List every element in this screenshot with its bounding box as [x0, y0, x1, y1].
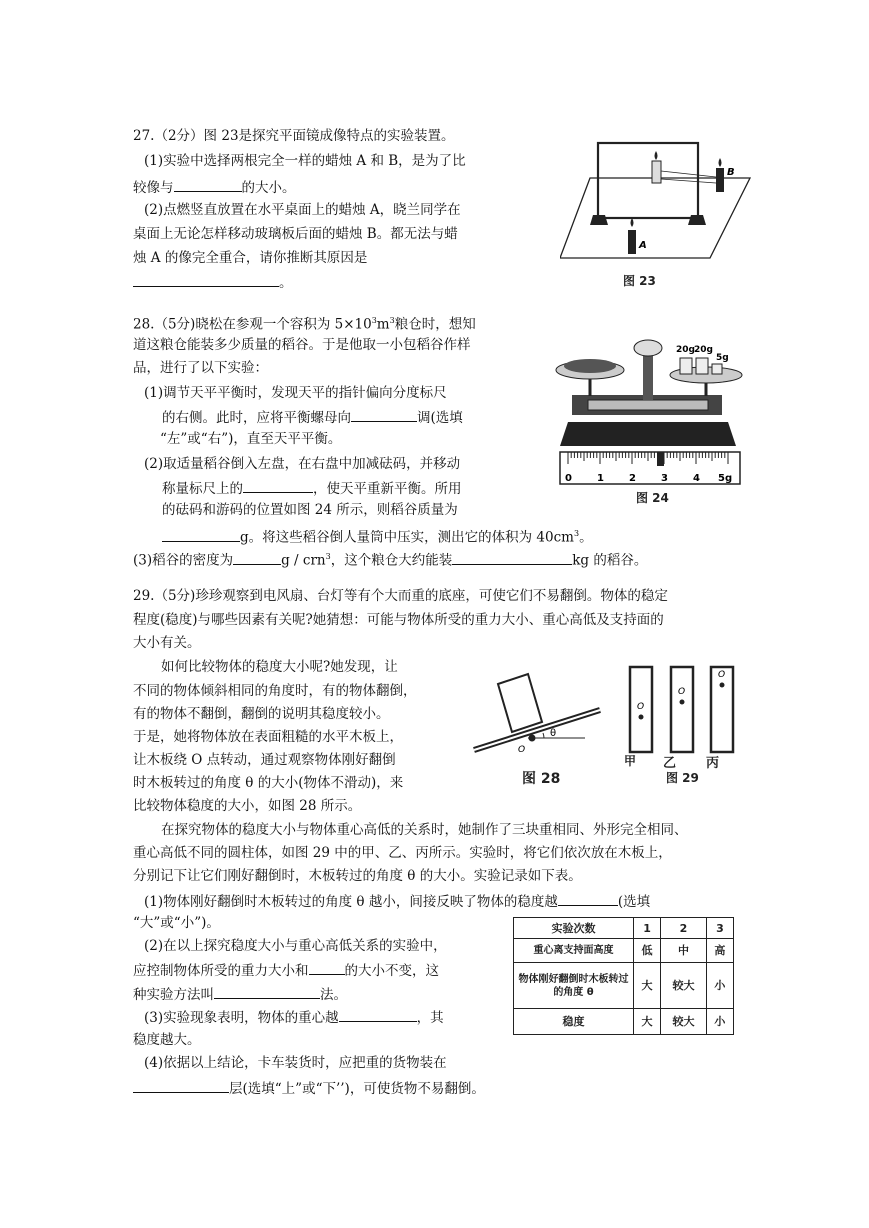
q28-line1: 28.（5分)晓松在参观一个容积为 $5\times 10^3m^3$粮仓时，想知 — [133, 316, 476, 333]
q27-line5: 桌面上无论怎样移动玻璃板后面的蜡烛 B。都无法与蜡 — [133, 226, 458, 242]
q29-line13: 分别记下让它们刚好翻倒时，木板转过的角度 θ 的大小。实验记录如下表。 — [133, 868, 582, 884]
q29-line10: 比较物体稳度的大小，如图 28 所示。 — [133, 798, 362, 814]
answer-blank[interactable] — [233, 550, 281, 565]
figure-23-caption: 图 23 — [623, 274, 656, 288]
q29-line12: 重心高低不同的圆柱体，如图 29 中的甲、乙、丙所示。实验时，将它们依次放在木板上， — [133, 845, 672, 861]
q29-line11: 在探究物体的稳度大小与物体重心高低的关系时，她制作了三块重相同、外形完全相同、 — [161, 822, 688, 838]
q28-line6: “左”或“右”)，直至天平平衡。 — [160, 431, 342, 447]
answer-blank[interactable] — [133, 1078, 229, 1093]
label-candle-b: B — [727, 167, 735, 178]
answer-blank[interactable] — [174, 177, 242, 192]
figure-28-tilted-board — [470, 670, 610, 760]
q29-line3: 大小有关。 — [133, 635, 201, 651]
scale-label: 2 — [629, 473, 636, 484]
weight-label: 20g — [676, 345, 695, 355]
q29-line20: 稳度越大。 — [133, 1032, 201, 1048]
table-cell: 低 — [634, 939, 661, 962]
q28-line10: g。将这些稻谷倒人量筒中压实，测出它的体积为 $40cm^3$。 — [162, 525, 593, 547]
q29-line7: 于是，她将物体放在表面粗糙的水平木板上， — [133, 729, 403, 745]
theta-label: θ — [550, 728, 557, 739]
weight-label: 5g — [716, 353, 729, 363]
answer-blank[interactable] — [351, 407, 417, 422]
q29-line6: 有的物体不翻倒，翻倒的说明其稳度较小。 — [133, 706, 390, 722]
answer-blank[interactable] — [133, 272, 279, 287]
q29-line8: 让木板绕 O 点转动，通过观察物体刚好翻倒 — [133, 752, 396, 768]
table-cell: 大 — [634, 1009, 661, 1035]
answer-blank[interactable] — [558, 891, 618, 906]
answer-blank[interactable] — [243, 478, 313, 493]
experiment-table — [513, 917, 734, 1035]
table-cell: 高 — [706, 939, 733, 962]
q29-line4: 如何比较物体的稳度大小呢?她发现，让 — [161, 659, 398, 675]
label-candle-a: A — [639, 240, 647, 251]
q28-line5: 的右侧。此时，应将平衡螺母向 调(选填 — [162, 407, 463, 427]
cg-label: O — [718, 670, 726, 680]
cg-label: O — [678, 687, 686, 697]
answer-blank[interactable] — [309, 960, 345, 975]
figure-29-caption: 图 29 — [666, 771, 699, 785]
table-row — [514, 1009, 734, 1035]
q29-line17: 应控制物体所受的重力大小和 的大小不变，这 — [133, 960, 439, 980]
table-cell: 中 — [661, 939, 707, 962]
figure-23-mirror-setup — [560, 133, 760, 293]
scale-label: 5g — [718, 473, 733, 484]
figure-29-cylinders — [625, 662, 740, 754]
q29-line9: 时木板转过的角度 θ 的大小(物体不滑动)，来 — [133, 775, 404, 791]
q27-line1: 27.（2分）图 23是探究平面镜成像特点的实验装置。 — [133, 128, 455, 144]
table-cell: 较大 — [661, 1009, 707, 1035]
table-cell: 实验次数 — [514, 918, 634, 939]
q28-line4: (1)调节天平平衡时，发现天平的指针偏向分度标尺 — [144, 385, 447, 401]
q27-line3: 较像与 的大小。 — [133, 177, 296, 197]
q29-line21: (4)依据以上结论，卡车装货时，应把重的货物装在 — [144, 1055, 447, 1071]
answer-blank[interactable] — [162, 527, 240, 542]
q28-line8: 称量标尺上的 ，使天平重新平衡。所用 — [162, 478, 462, 498]
table-cell: 3 — [706, 918, 733, 939]
figure-28-caption: 图 28 — [522, 771, 561, 787]
q29-line19: (3)实验现象表明，物体的重心越 ，其 — [144, 1007, 444, 1027]
q29-line22: 层(选填“上”或“下’’)，可使货物不易翻倒。 — [133, 1078, 485, 1098]
answer-blank[interactable] — [214, 984, 320, 999]
table-cell: 大 — [634, 962, 661, 1009]
scale-label: 3 — [661, 473, 668, 484]
scale-label: 0 — [565, 473, 572, 484]
cylinder-label-yi: 乙 — [663, 756, 677, 771]
table-row — [514, 918, 734, 939]
cg-label: O — [637, 702, 645, 712]
scale-label: 4 — [693, 473, 700, 484]
cylinder-label-jia: 甲 — [624, 754, 637, 768]
q28-line11: (3)稻谷的密度为 g / crn$^3$，这个粮仓大约能装 kg 的稻谷。 — [133, 548, 647, 570]
table-cell: 小 — [706, 962, 733, 1009]
q29-line5: 不同的物体倾斜相同的角度时，有的物体翻倒， — [133, 683, 417, 699]
q29-line16: (2)在以上探究稳度大小与重心高低关系的实验中， — [144, 938, 447, 954]
table-cell: 1 — [634, 918, 661, 939]
table-cell: 小 — [706, 1009, 733, 1035]
figure-24-caption: 图 24 — [636, 491, 669, 505]
pivot-label: O — [518, 745, 526, 755]
answer-blank[interactable] — [452, 550, 572, 565]
table-row — [514, 939, 734, 962]
q29-line2: 程度(稳度)与哪些因素有关呢?她猜想：可能与物体所受的重力大小、重心高低及支持面的 — [133, 612, 664, 628]
table-cell: 重心离支持面高度 — [514, 939, 634, 962]
q28-line3: 品，进行了以下实验： — [133, 360, 268, 376]
q29-line1: 29.（5分)珍珍观察到电风扇、台灯等有个大而重的底座，可使它们不易翻倒。物体的稳定 — [133, 588, 668, 604]
scale-label: 1 — [597, 473, 604, 484]
table-cell: 稳度 — [514, 1009, 634, 1035]
q27-line4: (2)点燃竖直放置在水平桌面上的蜡烛 A，晓兰同学在 — [144, 202, 461, 218]
table-cell: 较大 — [661, 962, 707, 1009]
q29-line18: 种实验方法叫 法。 — [133, 984, 347, 1004]
q27-line2: (1)实验中选择两根完全一样的蜡烛 A 和 B，是为了比 — [144, 153, 466, 169]
cylinder-label-bing: 丙 — [706, 756, 720, 771]
q28-line2: 道这粮仓能装多少质量的稻谷。于是他取一小包稻谷作样 — [133, 337, 471, 353]
q28-line7: (2)取适量稻谷倒入左盘，在右盘中加减砝码，并移动 — [144, 456, 461, 472]
table-row — [514, 962, 734, 1009]
figure-24-balance — [548, 330, 753, 490]
table-cell: 物体刚好翻倒时木板转过的角度 θ — [514, 962, 634, 1009]
weight-label: 20g — [694, 345, 713, 355]
q29-line15: “大”或“小”)。 — [133, 915, 220, 931]
q29-line14: (1)物体刚好翻倒时木板转过的角度 θ 越小，间接反映了物体的稳度越 (选填 — [144, 891, 650, 911]
q28-line9: 的砝码和游码的位置如图 24 所示，则稻谷质量为 — [162, 502, 458, 518]
q27-line7: 。 — [133, 272, 293, 292]
table-cell: 2 — [661, 918, 707, 939]
answer-blank[interactable] — [339, 1007, 417, 1022]
q27-line6: 烛 A 的像完全重合，请你推断其原因是 — [133, 250, 368, 266]
